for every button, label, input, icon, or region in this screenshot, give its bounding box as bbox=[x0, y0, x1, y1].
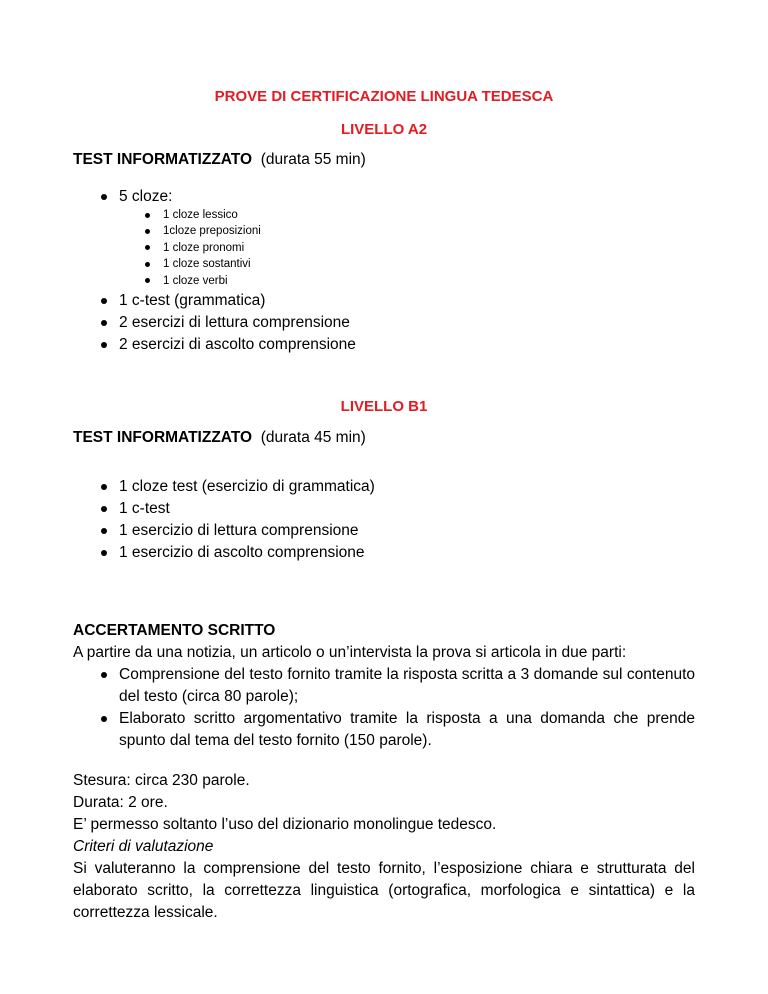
document-title: PROVE DI CERTIFICAZIONE LINGUA TEDESCA bbox=[214, 88, 554, 105]
a2-other-list bbox=[101, 290, 356, 356]
a2-cloze-sublist bbox=[145, 207, 261, 289]
list-item: 1 cloze sostantivi bbox=[145, 256, 261, 272]
b1-test-title-bold: TEST INFORMATIZZATO bbox=[73, 429, 253, 446]
list-item: 1 c-test bbox=[101, 498, 375, 520]
written-exam-heading: ACCERTAMENTO SCRITTO bbox=[73, 622, 276, 639]
level-b1-heading: LIVELLO B1 bbox=[340, 398, 428, 415]
list-item: 1 cloze lessico bbox=[145, 207, 261, 223]
b1-list bbox=[101, 476, 375, 564]
written-dictionary: E’ permesso soltanto l’uso del dizionario monolingue tedesco. bbox=[73, 816, 497, 833]
list-item: Elaborato scritto argomentativo tramite la risposta a una domanda che prende spunto dal tema del testo fornito (150 parole). bbox=[101, 708, 695, 752]
list-item: 2 esercizi di lettura comprensione bbox=[101, 312, 356, 334]
written-exam-intro: A partire da una notizia, un articolo o un’intervista la prova si articola in due parti: bbox=[73, 644, 627, 661]
written-length: Stesura: circa 230 parole. bbox=[73, 772, 250, 789]
a2-test-title-bold: TEST INFORMATIZZATO bbox=[73, 151, 253, 168]
b1-test-title bbox=[73, 429, 366, 447]
b1-test-duration: (durata 45 min) bbox=[252, 429, 366, 446]
list-item: 1 cloze pronomi bbox=[145, 240, 261, 256]
written-exam-parts bbox=[101, 664, 695, 752]
list-item: 1 esercizio di ascolto comprensione bbox=[101, 542, 375, 564]
list-item: 1 c-test (grammatica) bbox=[101, 290, 356, 312]
a2-test-duration: (durata 55 min) bbox=[252, 151, 366, 168]
written-duration: Durata: 2 ore. bbox=[73, 794, 168, 811]
list-item: 1 cloze test (esercizio di grammatica) bbox=[101, 476, 375, 498]
criteria-text: Si valuteranno la comprensione del testo fornito, l’esposizione chiara e strutturata del elaborato scritto, la correttezza linguistica (ortografica, morfologica e sintattica) e la correttezza lessicale. bbox=[73, 860, 695, 921]
list-item: 5 cloze: bbox=[101, 186, 172, 208]
list-item: 1 cloze verbi bbox=[145, 273, 261, 289]
criteria-heading: Criteri di valutazione bbox=[73, 838, 214, 855]
list-item: 1cloze preposizioni bbox=[145, 223, 261, 239]
a2-test-title bbox=[73, 151, 366, 169]
a2-cloze-list bbox=[101, 186, 172, 208]
list-item: 2 esercizi di ascolto comprensione bbox=[101, 334, 356, 356]
list-item: 1 esercizio di lettura comprensione bbox=[101, 520, 375, 542]
list-item: Comprensione del testo fornito tramite la risposta scritta a 3 domande sul contenuto del testo (circa 80 parole); bbox=[101, 664, 695, 708]
level-a2-heading: LIVELLO A2 bbox=[340, 121, 428, 138]
